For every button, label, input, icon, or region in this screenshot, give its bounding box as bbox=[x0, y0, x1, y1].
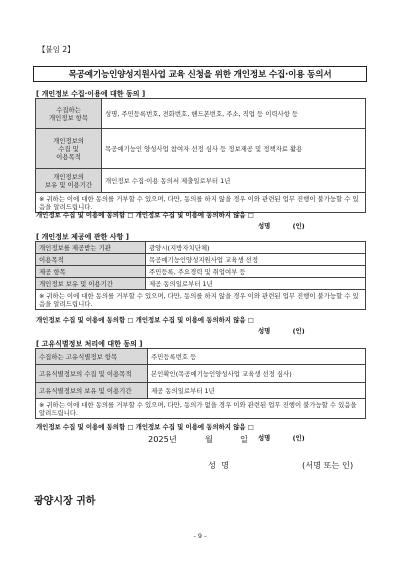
section3-consent[interactable]: 개인정보 수집 및 이용에 동의함 □ 개인정보 수집 및 이용에 동의하지 않음 □ bbox=[36, 423, 254, 431]
section1-note: ※ 귀하는 이에 대한 동의를 거부할 수 있으며, 다만, 동의를 하지 않을 경우 이와 관련된 업무 진행이 불가능할 수 있음을 알려드립니다. bbox=[36, 193, 366, 213]
final-sign-label: (서명 또는 인) bbox=[302, 460, 354, 470]
section2-table bbox=[35, 241, 366, 310]
section1-row3-value: 개인정보 수집·이용 동의서 제출일로부터 1년 bbox=[102, 169, 366, 193]
section3-row2-label: 고유식별정보의 수집 및 이용목적 bbox=[36, 365, 148, 383]
section3-row3-value: 제공 동의일로부터 1년 bbox=[148, 383, 366, 399]
page-number: - 9 - bbox=[193, 532, 207, 540]
section2-row2-value: 목공예기능인양성지원사업 교육생 선정 bbox=[146, 254, 366, 266]
section3-row1-value: 주민등록번호 등 bbox=[148, 349, 366, 365]
section3-row2-value: 본인확인(목공예기능인양성사업 교육생 선정 심사) bbox=[148, 365, 366, 383]
section3-row1-label: 수집하는 고유식별정보 항목 bbox=[36, 349, 148, 365]
section2-consent[interactable]: 개인정보 수집 및 이용에 동의함 □ 개인정보 수집 및 이용에 동의하지 않음 □ bbox=[36, 316, 254, 324]
document-title-text: 목공예기능인양성지원사업 교육 신청을 위한 개인정보 수집·이용 동의서 bbox=[68, 70, 332, 80]
section1-row1-value: 성명, 주민등록번호, 전화번호, 핸드폰번호, 주소, 직업 등 이력사항 등 bbox=[102, 99, 366, 129]
section1-heading: [ 개인정보 수집·이용에 대한 동의 ] bbox=[36, 90, 146, 98]
section2-row3-value: 주민등록, 주요경력 및 취업여부 등 bbox=[146, 266, 366, 278]
section2-row2-label: 이용목적 bbox=[36, 254, 146, 266]
section3-sign: 성명 (인) bbox=[258, 434, 305, 442]
section1-sign: 성명 (인) bbox=[258, 222, 305, 230]
section3-heading: [ 고유식별정보 처리에 대한 동의 ] bbox=[36, 340, 143, 348]
document-title bbox=[33, 66, 367, 82]
addressee: 광양시장 귀하 bbox=[34, 496, 96, 507]
section1-row1-label: 수집하는 개인정보 항목 bbox=[36, 99, 102, 129]
section1-table bbox=[35, 98, 366, 213]
final-name-label: 성 명 bbox=[208, 460, 230, 470]
section2-row4-label: 개인정보 보유 및 이용기간 bbox=[36, 278, 146, 290]
section1-row3-label: 개인정보의 보유 및 이용기간 bbox=[36, 169, 102, 193]
section2-row4-value: 제공 동의일로부터 1년 bbox=[146, 278, 366, 290]
section2-heading: [ 개인정보 제공에 관한 사항 ] bbox=[36, 233, 129, 241]
section2-note: ※ 귀하는 이에 대한 동의를 거부할 수 있으며, 다만, 동의를 하지 않을 경우 이와 관련된 업무 진행이 불가능할 수 있음을 알려드립니다. bbox=[36, 290, 366, 310]
section2-sign: 성명 (인) bbox=[258, 327, 305, 335]
date-year: 2025년 bbox=[148, 434, 177, 444]
section1-row2-label: 개인정보의 수집 및 이용목적 bbox=[36, 129, 102, 169]
section2-row1-value: 광양시(지방자치단체) bbox=[146, 242, 366, 254]
section3-table bbox=[35, 348, 366, 419]
date-month: 월 bbox=[205, 434, 213, 444]
section2-row1-label: 개인정보를 제공받는 기관 bbox=[36, 242, 146, 254]
section1-consent[interactable]: 개인정보 수집 및 이용에 동의함 □ 개인정보 수집 및 이용에 동의하지 않음 □ bbox=[36, 211, 254, 219]
attachment-label: 【붙임 2】 bbox=[38, 45, 75, 54]
section1-row2-value: 목공예기능인 양성사업 참여자 선정 심사 등 정보제공 및 정책자료 활용 bbox=[102, 129, 366, 169]
section2-row3-label: 제공 항목 bbox=[36, 266, 146, 278]
date-day: 일 bbox=[240, 434, 248, 444]
section3-row3-label: 고유식별정보의 보유 및 이용기간 bbox=[36, 383, 148, 399]
section3-note: ※ 귀하는 이에 대한 동의를 거부할 수 있으며, 다만, 동의가 없을 경우 이와 관련된 업무 진행이 불가능할 수 있음을 알려드립니다. bbox=[36, 399, 366, 419]
